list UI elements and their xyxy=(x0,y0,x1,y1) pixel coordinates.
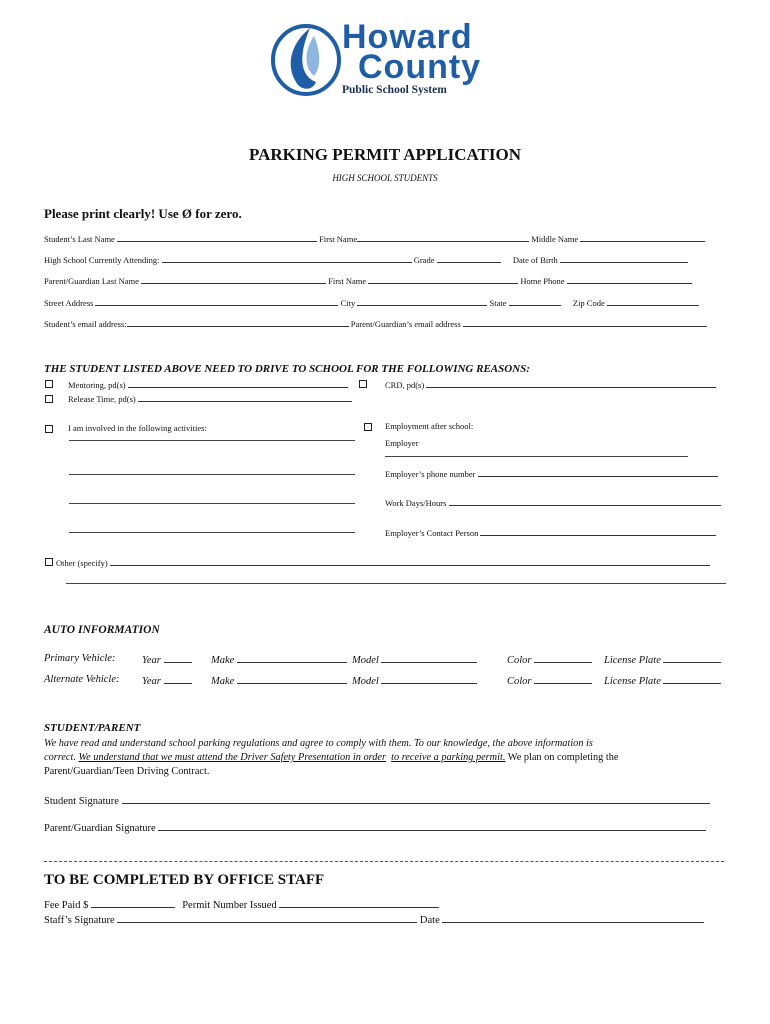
staff-row xyxy=(44,911,704,926)
high-school-field[interactable] xyxy=(162,253,412,263)
school-row xyxy=(44,253,688,265)
fee-paid-field[interactable] xyxy=(91,896,175,908)
primary-model-label: Model xyxy=(352,655,379,666)
parent-first-name-label: First Name xyxy=(328,276,367,286)
parent-signature-label: Parent/Guardian Signature xyxy=(44,823,156,834)
city-label: City xyxy=(340,298,356,308)
student-last-name-label: Student’s Last Name xyxy=(44,234,115,244)
alternate-year-field[interactable] xyxy=(164,674,192,684)
parent-row xyxy=(44,274,692,286)
first-name-label: First Name xyxy=(319,234,358,244)
agreement-correct: correct. xyxy=(44,752,79,763)
primary-color-label: Color xyxy=(507,655,532,666)
employer-contact-label: Employer’s Contact Person xyxy=(385,528,479,538)
primary-color-field[interactable] xyxy=(534,653,592,663)
parent-signature-row xyxy=(44,819,706,834)
crd-label: CRD, pd(s) xyxy=(385,380,425,390)
agreement-line-1: We have read and understand school parking regulations and agree to comply with them. To our knowledge, the above information is xyxy=(44,738,593,749)
student-last-name-field[interactable] xyxy=(117,232,317,242)
address-row xyxy=(44,296,699,308)
release-field[interactable] xyxy=(138,392,352,402)
work-days-label: Work Days/Hours xyxy=(385,498,447,508)
city-field[interactable] xyxy=(357,296,487,306)
student-signature-row xyxy=(44,792,710,807)
agreement-presentation: We understand that we must attend the Driver Safety Presentation in order xyxy=(78,752,386,763)
parent-first-name-field[interactable] xyxy=(368,274,518,284)
page-subtitle: HIGH SCHOOL STUDENTS xyxy=(332,173,438,183)
other-line-2[interactable] xyxy=(66,583,726,584)
agreement-line-2 xyxy=(44,752,619,763)
employer-label: Employer xyxy=(385,438,419,448)
logo-county: County xyxy=(358,48,482,86)
employment-label: Employment after school: xyxy=(385,421,474,431)
primary-make-field[interactable] xyxy=(237,653,347,663)
alternate-color-field[interactable] xyxy=(534,674,592,684)
parent-last-name-label: Parent/Guardian Last Name xyxy=(44,276,139,286)
employer-field[interactable] xyxy=(385,456,688,457)
staff-signature-field[interactable] xyxy=(117,911,417,923)
primary-make-label: Make xyxy=(211,655,235,666)
staff-signature-label: Staff’s Signature xyxy=(44,915,115,926)
student-signature-label: Student Signature xyxy=(44,796,119,807)
mentoring-field[interactable] xyxy=(128,378,348,388)
grade-field[interactable] xyxy=(437,253,501,263)
other-row xyxy=(56,556,710,568)
crd-checkbox[interactable] xyxy=(359,380,367,388)
parent-email-label: Parent/Guardian’s email address xyxy=(350,319,461,329)
other-field[interactable] xyxy=(110,556,710,566)
primary-model-field[interactable] xyxy=(381,653,477,663)
middle-name-label: Middle Name xyxy=(531,234,579,244)
office-heading: TO BE COMPLETED BY OFFICE STAFF xyxy=(44,872,325,888)
alternate-vehicle-row xyxy=(44,674,734,688)
primary-vehicle-label: Primary Vehicle: xyxy=(44,653,116,664)
employer-contact-row xyxy=(385,526,716,538)
release-row xyxy=(68,392,352,404)
student-email-label: Student’s email address: xyxy=(44,319,127,329)
logo-tagline: Public School System xyxy=(342,84,447,96)
state-field[interactable] xyxy=(509,296,561,306)
district-logo xyxy=(270,18,510,102)
agreement-permit: to receive a parking permit. xyxy=(391,752,506,763)
primary-plate-field[interactable] xyxy=(663,653,721,663)
activity-line-3[interactable] xyxy=(69,503,355,504)
activity-line-2[interactable] xyxy=(69,474,355,475)
dob-field[interactable] xyxy=(560,253,688,263)
primary-year-label: Year xyxy=(142,655,161,666)
student-email-field[interactable] xyxy=(127,317,349,327)
alternate-model-label: Model xyxy=(352,676,379,687)
street-address-label: Street Address xyxy=(44,298,94,308)
email-row xyxy=(44,317,707,329)
primary-year-field[interactable] xyxy=(164,653,192,663)
permit-number-label: Permit Number Issued xyxy=(182,900,277,911)
alternate-plate-label: License Plate xyxy=(604,676,661,687)
crd-field[interactable] xyxy=(426,378,716,388)
flame-icon xyxy=(270,22,342,98)
alternate-make-field[interactable] xyxy=(237,674,347,684)
logo-howard: Howard xyxy=(342,18,473,56)
student-name-row xyxy=(44,232,705,244)
mentoring-checkbox[interactable] xyxy=(45,380,53,388)
activities-checkbox[interactable] xyxy=(45,425,53,433)
primary-vehicle-row xyxy=(44,653,734,667)
employer-phone-label: Employer’s phone number xyxy=(385,469,476,479)
auto-heading: AUTO INFORMATION xyxy=(44,624,160,636)
activities-label: I am involved in the following activities: xyxy=(68,423,207,433)
mentoring-row xyxy=(68,378,348,390)
primary-plate-label: License Plate xyxy=(604,655,661,666)
section-divider xyxy=(44,861,724,862)
parent-email-field[interactable] xyxy=(463,317,707,327)
release-checkbox[interactable] xyxy=(45,395,53,403)
agreement-plan: We plan on completing the xyxy=(505,752,619,763)
zip-field[interactable] xyxy=(607,296,699,306)
release-label: Release Time, pd(s) xyxy=(68,394,136,404)
middle-name-field[interactable] xyxy=(580,232,705,242)
alternate-plate-field[interactable] xyxy=(663,674,721,684)
page-title: PARKING PERMIT APPLICATION xyxy=(248,145,522,164)
alternate-color-label: Color xyxy=(507,676,532,687)
student-parent-heading: STUDENT/PARENT xyxy=(44,722,141,734)
agreement-line-3: Parent/Guardian/Teen Driving Contract. xyxy=(44,766,210,777)
employer-phone-row xyxy=(385,467,718,479)
activity-line-4[interactable] xyxy=(69,532,355,533)
fee-paid-label: Fee Paid $ xyxy=(44,900,89,911)
home-phone-field[interactable] xyxy=(567,274,692,284)
employment-checkbox[interactable] xyxy=(364,423,372,431)
parent-last-name-field[interactable] xyxy=(141,274,326,284)
zip-label: Zip Code xyxy=(572,298,605,308)
dob-label: Date of Birth xyxy=(512,255,558,265)
work-days-field[interactable] xyxy=(449,496,721,506)
employer-phone-field[interactable] xyxy=(478,467,718,477)
crd-row xyxy=(385,378,716,390)
alternate-vehicle-label: Alternate Vehicle: xyxy=(44,674,120,685)
work-days-row xyxy=(385,496,721,508)
date-field[interactable] xyxy=(442,911,704,923)
alternate-year-label: Year xyxy=(142,676,161,687)
student-signature-field[interactable] xyxy=(122,792,710,804)
alternate-model-field[interactable] xyxy=(381,674,477,684)
employer-contact-field[interactable] xyxy=(480,526,716,536)
permit-number-field[interactable] xyxy=(279,896,439,908)
state-label: State xyxy=(489,298,507,308)
home-phone-label: Home Phone xyxy=(520,276,565,286)
activity-line-1[interactable] xyxy=(69,440,355,441)
mentoring-label: Mentoring, pd(s) xyxy=(68,380,126,390)
street-address-field[interactable] xyxy=(95,296,338,306)
date-label: Date xyxy=(419,915,440,926)
grade-label: Grade xyxy=(413,255,435,265)
alternate-make-label: Make xyxy=(211,676,235,687)
other-label: Other (specify) xyxy=(56,558,108,568)
first-name-field[interactable] xyxy=(357,232,529,242)
reasons-heading: THE STUDENT LISTED ABOVE NEED TO DRIVE TO SCHOOL FOR THE FOLLOWING REASONS: xyxy=(44,363,530,375)
fee-row xyxy=(44,896,439,911)
other-checkbox[interactable] xyxy=(45,558,53,566)
instruction-text: Please print clearly! Use Ø for zero. xyxy=(44,206,242,221)
high-school-label: High School Currently Attending: xyxy=(44,255,160,265)
parent-signature-field[interactable] xyxy=(158,819,706,831)
